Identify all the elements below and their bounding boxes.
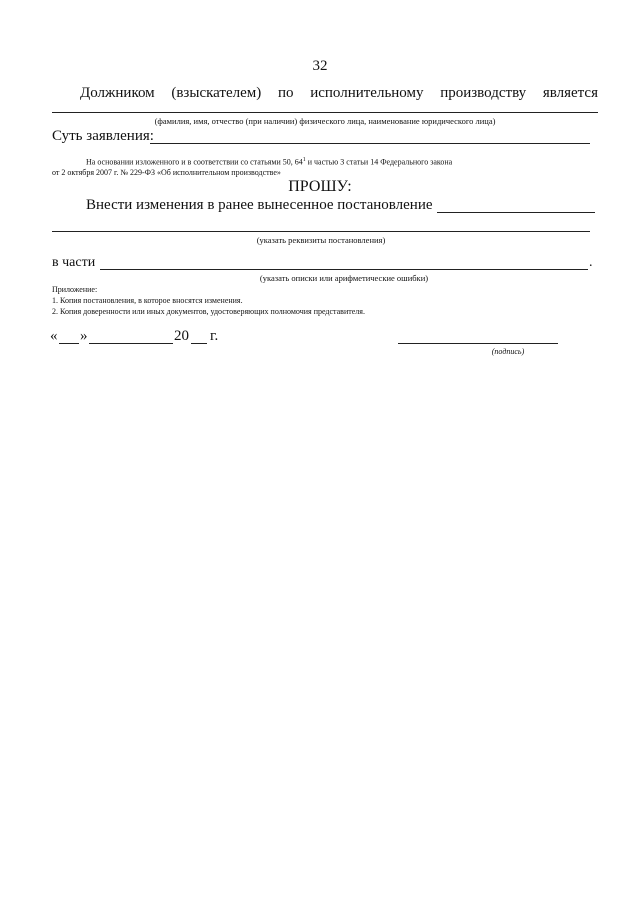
part-caption: (указать описки или арифметические ошибки) [259,273,429,283]
debtor-word: является [542,85,598,101]
resolution-field[interactable] [437,212,595,213]
essence-field[interactable] [150,143,590,144]
debtor-word: Должником [80,85,155,101]
date-day-field[interactable] [59,343,79,344]
debtor-statement [80,85,598,102]
part-field[interactable] [100,269,588,270]
date-open-quote: « [50,328,58,344]
resolution-caption: (указать реквизиты постановления) [256,235,386,245]
debtor-word: по [277,85,294,101]
page-number: 32 [312,58,328,74]
date-close-quote: » [80,328,88,344]
legal-basis-line2: от 2 октября 2007 г. № 229-ФЗ «Об исполнительном производстве» [52,168,281,177]
basis-text-rest: и частью 3 статьи 14 Федерального закона [305,157,453,167]
date-year-prefix: 20 [174,328,189,344]
request-text: Внести изменения в ранее вынесенное постановление [86,197,433,213]
part-label: в части [52,255,96,270]
debtor-word: производству [440,85,527,101]
part-end: . [589,255,593,270]
attachment-item: 1. Копия постановления, в которое вносятся изменения. [52,296,243,305]
signature-caption: (подпись) [491,347,525,356]
debtor-word: исполнительному [310,85,424,101]
essence-label: Суть заявления: [52,128,154,144]
date-year-field[interactable] [191,343,207,344]
basis-superscript: 1 [302,157,306,163]
attachments-title: Приложение: [52,285,98,294]
date-year-suffix: г. [210,328,219,344]
date-month-field[interactable] [89,343,173,344]
debtor-word: (взыскателем) [171,85,262,101]
basis-text: На основании изложенного и в соответствии со статьями 50, 64 [86,157,303,167]
signature-field[interactable] [398,343,558,344]
legal-basis-line1 [86,157,596,167]
debtor-caption: (фамилия, имя, отчество (при наличии) физического лица, наименование юридического лица) [154,116,496,126]
request-heading: ПРОШУ: [288,178,352,195]
attachment-item: 2. Копия доверенности или иных документов, удостоверяющих полномочия представителя. [52,307,365,316]
debtor-name-field[interactable] [52,112,598,113]
resolution-field-line2[interactable] [52,231,590,232]
